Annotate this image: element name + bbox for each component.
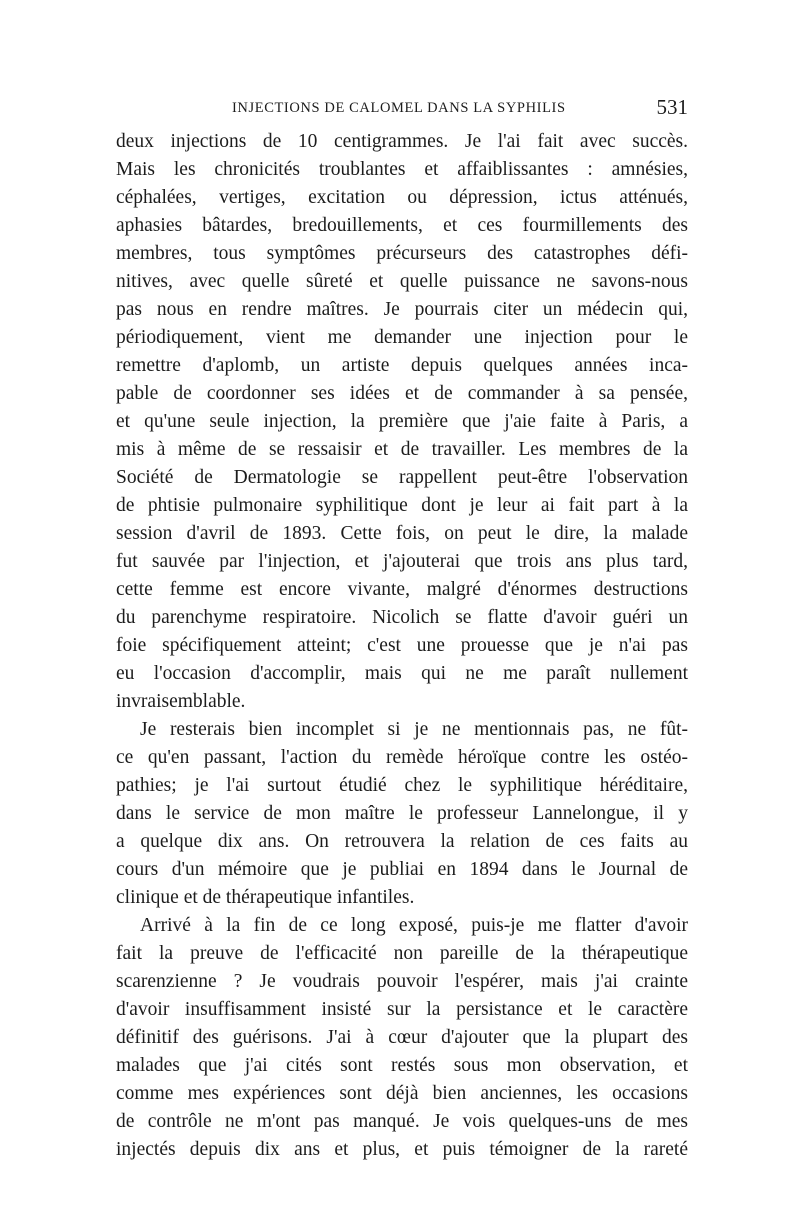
- text-line: foie spécifiquement atteint; c'est une prouesse que je n'ai pas: [116, 635, 688, 656]
- text-line: fait la preuve de l'efficacité non pareille de la thérapeutique: [116, 943, 688, 964]
- text-line: invraisemblable.: [116, 691, 246, 712]
- text-line: définitif des guérisons. J'ai à cœur d'ajouter que la plupart des: [116, 1027, 688, 1048]
- text-line: a quelque dix ans. On retrouvera la relation de ces faits au: [116, 831, 688, 852]
- text-line: du parenchyme respiratoire. Nicolich se flatte d'avoir guéri un: [116, 607, 688, 628]
- running-title: INJECTIONS DE CALOMEL DANS LA SYPHILIS: [232, 100, 566, 116]
- text-line: Mais les chronicités troublantes et affaiblissantes : amnésies,: [116, 159, 688, 180]
- text-line: Société de Dermatologie se rappellent peut-être l'observation: [116, 467, 688, 488]
- text-line: périodiquement, vient me demander une injection pour le: [116, 327, 688, 348]
- text-line: session d'avril de 1893. Cette fois, on peut le dire, la malade: [116, 523, 688, 544]
- text-line: membres, tous symptômes précurseurs des catastrophes défi-: [116, 243, 688, 264]
- text-line: injectés depuis dix ans et plus, et puis témoigner de la rareté: [116, 1139, 688, 1160]
- text-line: Arrivé à la fin de ce long exposé, puis-je me flatter d'avoir: [140, 915, 688, 936]
- page-number: 531: [656, 95, 688, 119]
- text-line: pas nous en rendre maîtres. Je pourrais citer un médecin qui,: [116, 299, 688, 320]
- text-line: remettre d'aplomb, un artiste depuis quelques années inca-: [116, 355, 688, 376]
- text-line: Je resterais bien incomplet si je ne mentionnais pas, ne fût-: [140, 719, 688, 740]
- text-line: mis à même de se ressaisir et de travailler. Les membres de la: [116, 439, 688, 460]
- text-line: aphasies bâtardes, bredouillements, et ces fourmillements des: [116, 215, 688, 236]
- text-line: et qu'une seule injection, la première que j'aie faite à Paris, a: [116, 411, 688, 432]
- text-line: de phtisie pulmonaire syphilitique dont je leur ai fait part à la: [116, 495, 688, 516]
- text-line: malades que j'ai cités sont restés sous mon observation, et: [116, 1055, 688, 1076]
- text-line: nitives, avec quelle sûreté et quelle puissance ne savons-nous: [116, 271, 688, 292]
- text-line: d'avoir insuffisamment insisté sur la persistance et le caractère: [116, 999, 688, 1020]
- text-line: comme mes expériences sont déjà bien anciennes, les occasions: [116, 1083, 688, 1104]
- text-line: fut sauvée par l'injection, et j'ajouterai que trois ans plus tard,: [116, 551, 688, 572]
- text-line: céphalées, vertiges, excitation ou dépression, ictus atténués,: [116, 187, 688, 208]
- body-text: [116, 128, 688, 1164]
- text-line: eu l'occasion d'accomplir, mais qui ne me paraît nullement: [116, 663, 688, 684]
- text-line: scarenzienne ? Je voudrais pouvoir l'espérer, mais j'ai crainte: [116, 971, 688, 992]
- text-line: cette femme est encore vivante, malgré d'énormes destructions: [116, 579, 688, 600]
- text-line: pable de coordonner ses idées et de commander à sa pensée,: [116, 383, 688, 404]
- text-line: clinique et de thérapeutique infantiles.: [116, 887, 415, 908]
- text-line: pathies; je l'ai surtout étudié chez le syphilitique héréditaire,: [116, 775, 688, 796]
- text-line: ce qu'en passant, l'action du remède héroïque contre les ostéo-: [116, 747, 688, 768]
- running-header: [116, 96, 688, 120]
- text-line: dans le service de mon maître le professeur Lannelongue, il y: [116, 803, 688, 824]
- text-line: de contrôle ne m'ont pas manqué. Je vois quelques-uns de mes: [116, 1111, 688, 1132]
- text-line: cours d'un mémoire que je publiai en 1894 dans le Journal de: [116, 859, 688, 880]
- text-line: deux injections de 10 centigrammes. Je l'ai fait avec succès.: [116, 131, 688, 152]
